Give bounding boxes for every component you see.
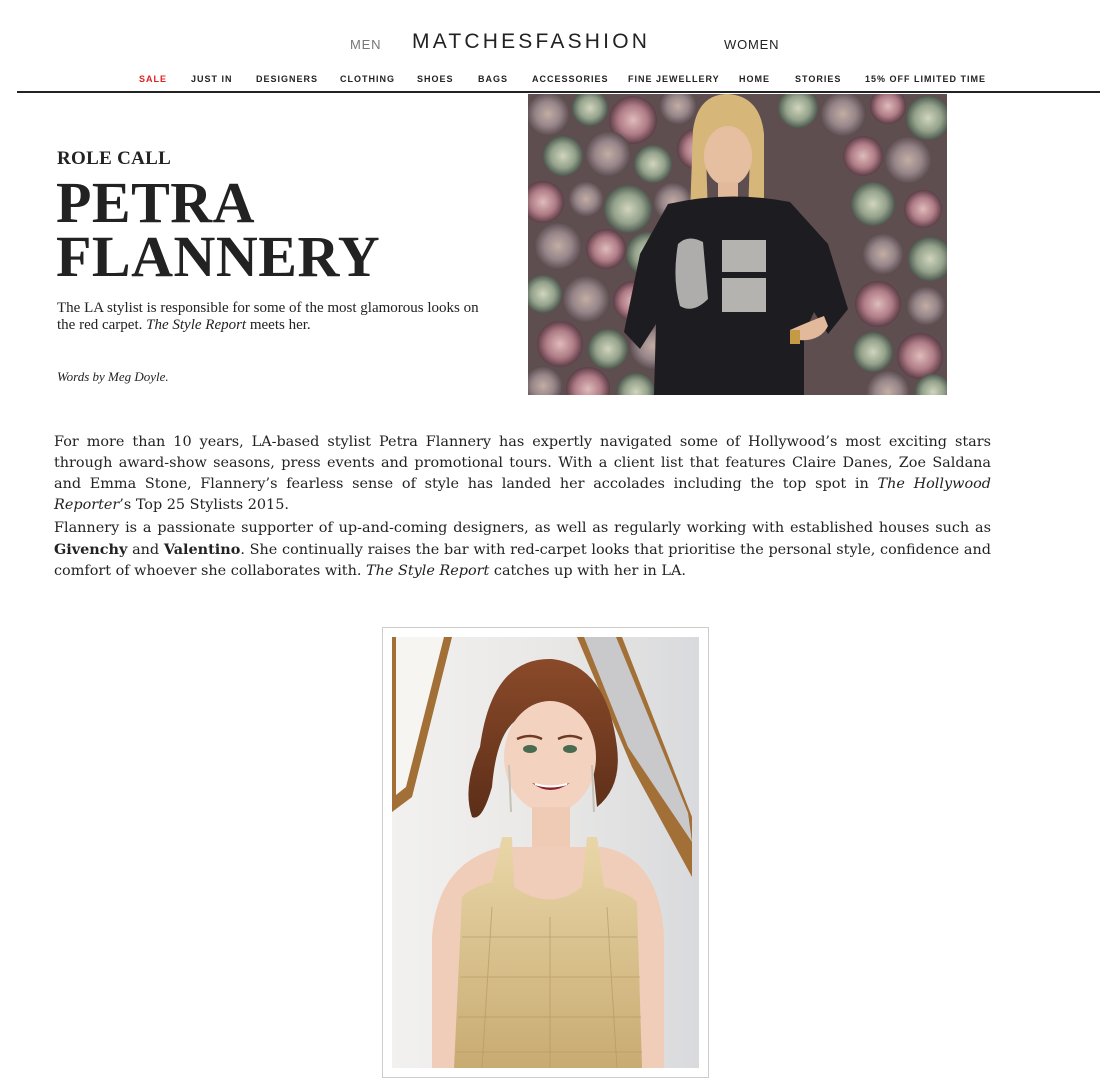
paragraph-2-text-d: catches up with her in LA. xyxy=(489,563,686,579)
site-logo[interactable]: MATCHESFASHION xyxy=(412,30,651,53)
portrait-frame xyxy=(382,627,709,1078)
nav-item-sale[interactable]: SALE xyxy=(139,74,168,84)
women-link[interactable]: WOMEN xyxy=(724,37,780,52)
hero-image-stylist xyxy=(528,94,947,395)
standfirst-text-end: meets her. xyxy=(246,317,311,333)
article-paragraph-2 xyxy=(54,518,991,582)
paragraph-2-text-b: and xyxy=(127,542,164,558)
nav-item-fine-jewellery[interactable]: FINE JEWELLERY xyxy=(628,74,720,84)
paragraph-2-text-a: Flannery is a passionate supporter of up-and-coming designers, as well as regularly working with established houses such as xyxy=(54,520,991,536)
nav-item-designers[interactable]: DESIGNERS xyxy=(256,74,319,84)
article-kicker: ROLE CALL xyxy=(57,148,172,169)
paragraph-2-publication: The Style Report xyxy=(366,563,490,579)
article-paragraph-1 xyxy=(54,432,991,516)
main-nav xyxy=(0,74,1117,90)
article-title xyxy=(56,170,381,289)
nav-divider xyxy=(17,91,1100,93)
men-link[interactable]: MEN xyxy=(350,37,382,52)
standfirst-text: The LA stylist is responsible for some of the most glamorous looks on the red carpet. xyxy=(57,300,479,333)
article-byline: Words by Meg Doyle. xyxy=(57,369,169,384)
paragraph-1-publication: The Hollywood Reporter xyxy=(54,476,991,513)
nav-item-stories[interactable]: STORIES xyxy=(795,74,842,84)
article-standfirst xyxy=(57,300,497,334)
portrait-image-red-carpet xyxy=(392,637,699,1068)
standfirst-publication: The Style Report xyxy=(146,317,247,333)
nav-item-shoes[interactable]: SHOES xyxy=(417,74,454,84)
nav-item-home[interactable]: HOME xyxy=(739,74,770,84)
article-title-line-2: FLANNERY xyxy=(56,224,381,289)
paragraph-1-text-end: ’s Top 25 Stylists 2015. xyxy=(119,497,289,513)
nav-item-accessories[interactable]: ACCESSORIES xyxy=(532,74,609,84)
nav-item-just-in[interactable]: JUST IN xyxy=(191,74,233,84)
top-bar xyxy=(0,28,1117,58)
nav-item-bags[interactable]: BAGS xyxy=(478,74,509,84)
brand-link-givenchy[interactable]: Givenchy xyxy=(54,541,128,558)
article-title-line-1: PETRA xyxy=(56,170,256,235)
paragraph-2-text-c: . She continually raises the bar with red-carpet looks that prioritise the personal style, confidence and comfort of whoever she collaborates with. xyxy=(54,542,991,579)
brand-link-valentino[interactable]: Valentino xyxy=(163,541,241,558)
nav-item-clothing[interactable]: CLOTHING xyxy=(340,74,395,84)
paragraph-1-text: For more than 10 years, LA-based stylist Petra Flannery has expertly navigated some of Hollywood’s most exciting stars through award-show seasons, press events and promotional tours. With a client list that features Claire Danes, Zoe Saldana and Emma Stone, Flannery’s fearless sense of style has landed her accolades including the top spot in xyxy=(54,434,991,492)
nav-item-promo[interactable]: 15% OFF LIMITED TIME xyxy=(865,74,987,84)
